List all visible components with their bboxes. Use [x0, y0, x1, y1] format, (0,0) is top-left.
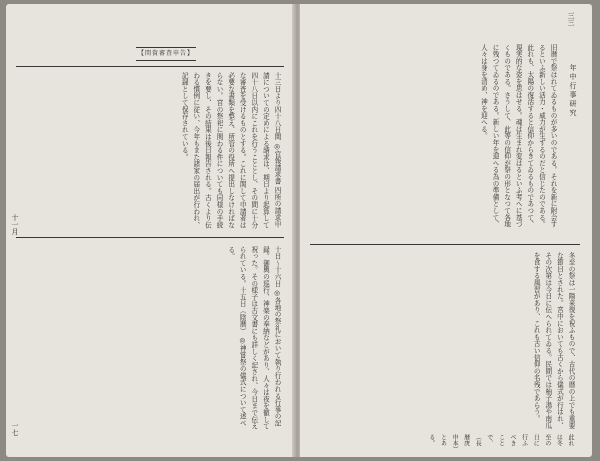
lower-text-block: 冬至の祭は一陽来復を祝ふもので、古代の暦の上でも重要な節目とされた。宮中においても古くから儀式が行はれ、その次第は今日に伝へられてゐる。民間では柚子湯や南瓜を食する風習があり、これも古い信仰の名残であらう。 — [532, 252, 575, 429]
running-header: 【閏資審査申告】 — [136, 47, 196, 61]
page-number: 一七 — [11, 422, 19, 436]
right-page — [300, 4, 592, 457]
section-rule — [16, 237, 284, 238]
upper-text-block: 旧暦で祭はれてゐるものが多いのである。それを新に附会するといふ新しい活力・威力が生ずるのだと信じたのである。此れも、太陽の復活すると信仰からきてゐるものであつて、現実的な姿を思はせる。魂は生まれ変はるといふ考へに基づくものである。さうして、此等の信仰が祭の形となつて各地に残つてゐるのである。新しい年を迎へる為の準備として、人々は身を清め、神を迎へる。 — [479, 44, 557, 228]
bottom-note: 此れは冬至の日に行ふべきことで、（長暦庚申本）とある。 — [427, 434, 574, 450]
section-rule — [310, 244, 580, 245]
upper-text-block: 十三日より四十八日間 ◎官報請求書 四所の請求申請についての定めによる請求は、期日より起算して四十八日以内にこれを行うこととし、その間に十分な審査を受けるものとする。これに関して申請者は必要な書類を整え、所管の役所へ提出しなければならない。宮の祭祀に関わる件についても同様の手続きを要し、その結果は後日報告される。古くより伝わる慣例に従い、今年もまた諸家の届出が行われ、記録として保存されている。 — [180, 72, 281, 229]
side-folio: 十一月 — [11, 214, 19, 235]
left-page — [6, 4, 294, 457]
header-rule — [16, 66, 284, 67]
page-number: 三三 — [567, 12, 575, 26]
running-title: 年中行事研究 — [569, 64, 577, 118]
lower-text-block: 十日〜十六日 ◎各地の祭礼において執り行われる行事の記録。御輿の巡行、神楽の奉納などがあり、人々は夜を徹して祝った。その様子は古文書にも詳しく記され、今日まで伝えられている。十五日（陰暦） ◎神嘗祭の儀式について述べる。 — [226, 246, 281, 430]
